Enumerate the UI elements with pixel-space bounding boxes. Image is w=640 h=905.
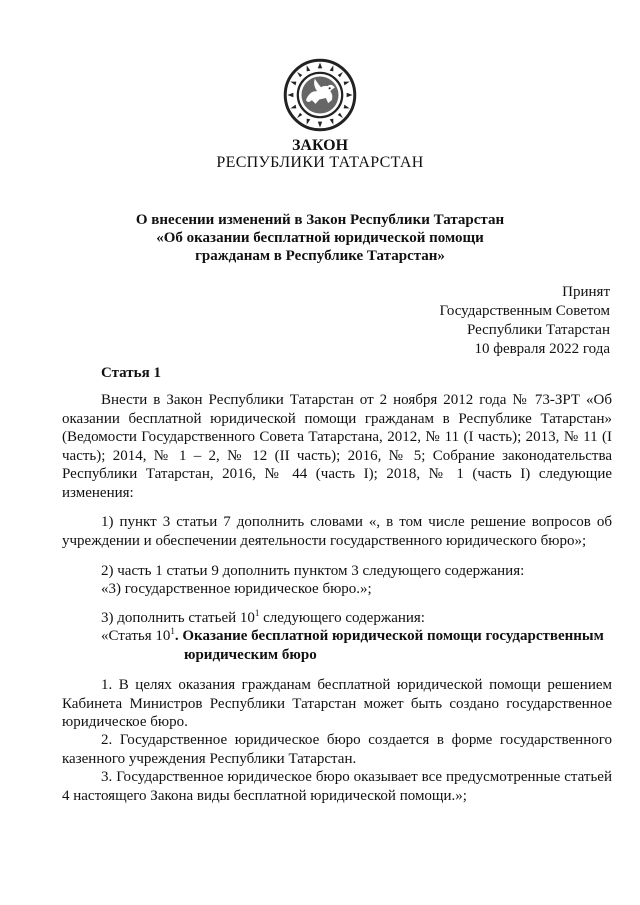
tatarstan-coat-of-arms-icon bbox=[283, 58, 357, 132]
adoption-line: Принят bbox=[562, 284, 610, 300]
adoption-date: 10 февраля 2022 года bbox=[474, 341, 610, 357]
item3-text-end: следующего содержания: bbox=[259, 610, 425, 626]
amendment-item-3 bbox=[62, 609, 612, 628]
new-article-title-cont: юридическим бюро bbox=[184, 647, 317, 663]
new-article-para-2: 2. Государственное юридическое бюро создается в форме государственного казенного учреждения Республики Татарстан. bbox=[62, 732, 612, 767]
subject-line: «Об оказании бесплатной юридической помощи bbox=[156, 230, 484, 246]
new-article-para-1: 1. В целях оказания гражданам бесплатной юридической помощи решением Кабинета Министров Республики Татарстан может быть создано государственное юридическое бюро. bbox=[62, 677, 612, 731]
law-subject-title bbox=[100, 211, 540, 265]
subject-line: гражданам в Республике Татарстан» bbox=[195, 248, 445, 264]
new-article-label: «Статья 10 bbox=[101, 628, 171, 644]
new-article-dot: . bbox=[174, 628, 183, 644]
new-article-heading bbox=[101, 628, 604, 645]
document-type-title: ЗАКОН bbox=[291, 137, 349, 154]
amendment-item-1: 1) пункт 3 статьи 7 дополнить словами «, в том числе решение вопросов об учреждении и обеспечении деятельности государственного юридического бюро»; bbox=[62, 514, 612, 549]
article-intro-paragraph: Внести в Закон Республики Татарстан от 2 ноября 2012 года № 73-ЗРТ «Об оказании бесплатной юридической помощи гражданам в Республике Татарстан» (Ведомости Государственного Совета Татарстана, 2012, № 11 (I часть); 2013, № 11 (I часть); 2014, № 1 – 2, № 12 (II часть); 2016, № 5; Собрание законодательства Республики Татарстан, 2016, № 44 (часть I); 2018, № 1 (часть I) следующие изменения: bbox=[62, 392, 612, 501]
item3-text: 3) дополнить статьей 10 bbox=[101, 610, 255, 626]
adoption-line: Государственным Советом bbox=[439, 303, 610, 319]
article-heading: Статья 1 bbox=[101, 365, 161, 381]
issuing-authority: РЕСПУБЛИКИ ТАТАРСТАН bbox=[216, 154, 424, 171]
amendment-item-2-text: «3) государственное юридическое бюро.»; bbox=[101, 581, 372, 597]
item3-superscript: 1 bbox=[254, 608, 260, 618]
amendment-item-2: 2) часть 1 статьи 9 дополнить пунктом 3 следующего содержания: bbox=[101, 563, 525, 579]
adoption-line: Республики Татарстан bbox=[466, 322, 610, 338]
adoption-block bbox=[440, 283, 611, 359]
new-article-superscript: 1 bbox=[170, 626, 175, 636]
new-article-title: Оказание бесплатной юридической помощи государственным bbox=[182, 628, 604, 644]
new-article-para-3: 3. Государственное юридическое бюро оказывает все предусмотренные статьей 4 настоящего Закона виды бесплатной юридической помощи.»; bbox=[62, 769, 612, 804]
subject-line: О внесении изменений в Закон Республики Татарстан bbox=[135, 212, 505, 228]
